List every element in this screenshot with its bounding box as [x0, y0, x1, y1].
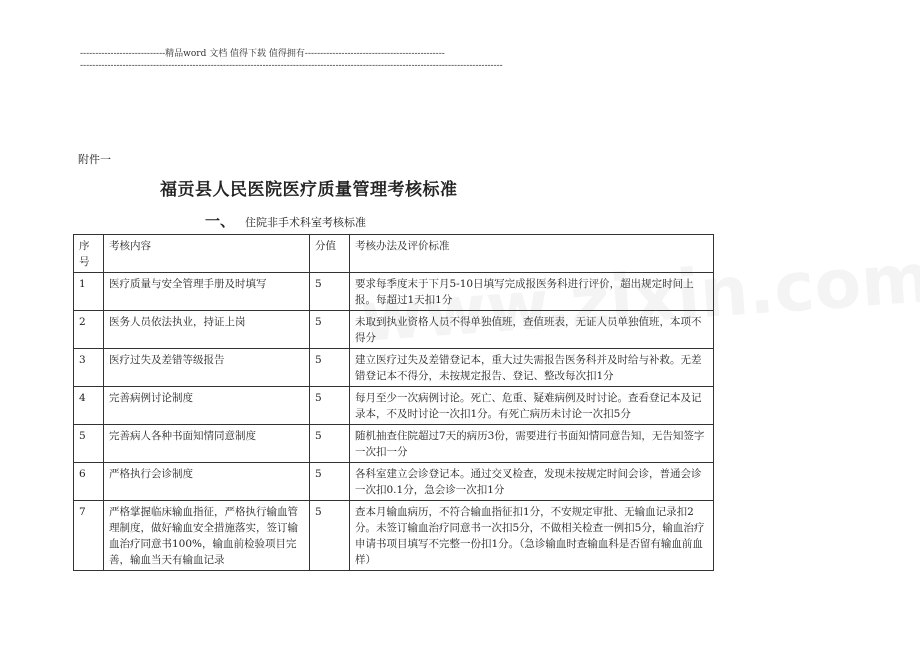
cell-score: 5 [310, 501, 350, 571]
cell-method: 各科室建立会诊登记本。通过交叉检查，发现未按规定时间会诊，普通会诊一次扣0.1分，急会诊一次扣1分 [350, 463, 714, 501]
cell-method: 随机抽查住院超过7天的病历3份，需要进行书面知情同意告知，无告知签字一次扣一分 [350, 425, 714, 463]
cell-no: 1 [74, 273, 104, 311]
table-row [74, 311, 714, 349]
table-row [74, 501, 714, 571]
column-header-score: 分值 [310, 235, 350, 273]
cell-content: 医疗过失及差错等级报告 [104, 349, 310, 387]
cell-method: 查本月输血病历，不符合输血指征扣1分，不安规定审批、无输血记录扣2分。未签订输血治疗同意书一次扣5分，不做相关检查一例扣5分，输血治疗申请书项目填写不完整一份扣1分。（急诊输血时查输血科是否留有输血前血样） [350, 501, 714, 571]
section-number: 一、 [205, 212, 236, 230]
document-title: 福贡县人民医院医疗质量管理考核标准 [160, 180, 458, 200]
cell-content: 医疗质量与安全管理手册及时填写 [104, 273, 310, 311]
cell-score: 5 [310, 311, 350, 349]
cell-no: 6 [74, 463, 104, 501]
document-header-divider: ------------------------------------------------------------------------------------------------------------------------------------------- [80, 61, 503, 71]
section-title: 住院非手术科室考核标准 [245, 216, 367, 229]
column-header-content: 考核内容 [104, 235, 310, 273]
document-header-line: ----------------------------精品word 文档 值得下载 值得拥有---------------------------------------------- [80, 49, 445, 59]
cell-content: 严格掌握临床输血指征，严格执行输血管理制度，做好输血安全措施落实，签订输血治疗同意书100%，输血前检验项目完善，输血当天有输血记录 [104, 501, 310, 571]
cell-content: 医务人员依法执业，持证上岗 [104, 311, 310, 349]
cell-no: 4 [74, 387, 104, 425]
cell-content: 严格执行会诊制度 [104, 463, 310, 501]
table-row [74, 425, 714, 463]
cell-score: 5 [310, 273, 350, 311]
cell-no: 2 [74, 311, 104, 349]
section-heading [205, 210, 366, 231]
table-row [74, 463, 714, 501]
table-row [74, 349, 714, 387]
annex-label: 附件一 [78, 153, 111, 166]
cell-no: 5 [74, 425, 104, 463]
table-header-row [74, 235, 714, 273]
column-header-method: 考核办法及评价标准 [350, 235, 714, 273]
cell-no: 7 [74, 501, 104, 571]
cell-method: 未取到执业资格人员不得单独值班，查值班表，无证人员单独值班，本项不得分 [350, 311, 714, 349]
cell-no: 3 [74, 349, 104, 387]
assessment-table [73, 234, 714, 571]
cell-score: 5 [310, 463, 350, 501]
cell-score: 5 [310, 349, 350, 387]
cell-content: 完善病例讨论制度 [104, 387, 310, 425]
column-header-no: 序号 [74, 235, 104, 273]
cell-method: 要求每季度末于下月5-10日填写完成报医务科进行评价，超出规定时间上报。每超过1天扣1分 [350, 273, 714, 311]
table-row [74, 387, 714, 425]
cell-method: 每月至少一次病例讨论。死亡、危重、疑难病例及时讨论。查看登记本及记录本，不及时讨论一次扣1分。有死亡病历未讨论一次扣5分 [350, 387, 714, 425]
cell-score: 5 [310, 425, 350, 463]
cell-content: 完善病人各种书面知情同意制度 [104, 425, 310, 463]
cell-score: 5 [310, 387, 350, 425]
table-row [74, 273, 714, 311]
cell-method: 建立医疗过失及差错登记本，重大过失需报告医务科并及时给与补救。无差错登记本不得分，未按规定报告、登记、整改每次扣1分 [350, 349, 714, 387]
